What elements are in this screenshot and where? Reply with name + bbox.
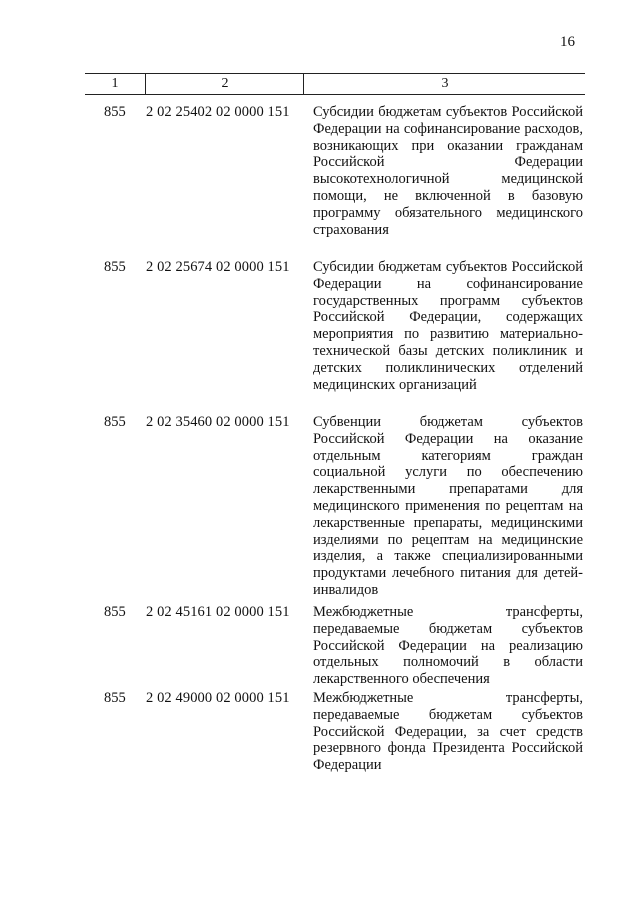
- admin-code: 855: [104, 259, 126, 275]
- table-row: [0, 414, 638, 604]
- revenue-description: Субсидии бюджетам субъектов Российской Федерации на софинансирование расходов, возникающих при оказании гражданам Российской Федерации высокотехнологичной медицинской помощи, не включенной в базовую программу обязательного медицинского страхования: [313, 104, 583, 238]
- page-number: 16: [560, 34, 575, 50]
- table-row: [0, 690, 638, 780]
- admin-code: 855: [104, 104, 126, 120]
- budget-classification-code: 2 02 45161 02 0000 151: [146, 604, 290, 620]
- column-header-3: 3: [303, 74, 586, 94]
- admin-code: 855: [104, 414, 126, 430]
- table-body: [0, 104, 638, 780]
- admin-code: 855: [104, 604, 126, 620]
- admin-code: 855: [104, 690, 126, 706]
- table-header: [85, 73, 585, 95]
- budget-classification-code: 2 02 25674 02 0000 151: [146, 259, 290, 275]
- revenue-description: Субсидии бюджетам субъектов Российской Федерации на софинансирование государственных программ субъектов Российской Федерации, содержащих мероприятия по развитию материально-технической базы детских поликлиник и детских поликлинических отделений медицинских организаций: [313, 259, 583, 393]
- budget-classification-code: 2 02 35460 02 0000 151: [146, 414, 290, 430]
- table-row: [0, 104, 638, 259]
- revenue-description: Межбюджетные трансферты, передаваемые бюджетам субъектов Российской Федерации, за счет средств резервного фонда Президента Российской Федерации: [313, 690, 583, 774]
- budget-classification-code: 2 02 25402 02 0000 151: [146, 104, 290, 120]
- table-row: [0, 604, 638, 690]
- column-header-2: 2: [145, 74, 304, 94]
- revenue-description: Межбюджетные трансферты, передаваемые бюджетам субъектов Российской Федерации на реализацию отдельных полномочий в области лекарственного обеспечения: [313, 604, 583, 688]
- revenue-description: Субвенции бюджетам субъектов Российской Федерации на оказание отдельным категориям граждан социальной услуги по обеспечению лекарственными препаратами для медицинского применения по рецептам на лекарственные препараты, медицинскими изделиями по рецептам на медицинские изделия, а также специализированными продуктами лечебного питания для детей-инвалидов: [313, 414, 583, 598]
- table-row: [0, 259, 638, 414]
- budget-classification-code: 2 02 49000 02 0000 151: [146, 690, 290, 706]
- column-header-1: 1: [111, 76, 119, 91]
